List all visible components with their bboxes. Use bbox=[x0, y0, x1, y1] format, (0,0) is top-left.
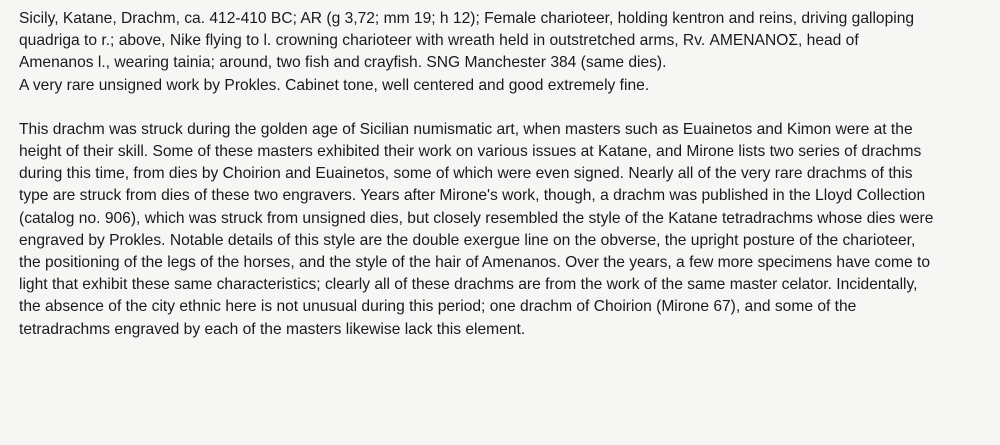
commentary-line: the absence of the city ethnic here is not unusual during this period; one drachm of Choirion (Mirone 67), and some of the bbox=[19, 298, 857, 316]
commentary-line: height of their skill. Some of these masters exhibited their work on various issues at Katane, and Mirone lists two series of drachms bbox=[19, 143, 922, 161]
commentary-line: This drachm was struck during the golden age of Sicilian numismatic art, when masters such as Euainetos and Kimon were at the bbox=[19, 120, 913, 138]
commentary-line: engraved by Prokles. Notable details of this style are the double exergue line on the obverse, the upright posture of the charioteer, bbox=[19, 231, 916, 249]
commentary-line: the positioning of the legs of the horses, and the style of the hair of Amenanos. Over the years, a few more specimens have come to bbox=[19, 254, 931, 272]
catalog-line: Amenanos l., wearing tainia; around, two fish and crayfish. SNG Manchester 384 (same dies). bbox=[19, 54, 667, 72]
commentary-line: type are struck from dies of these two engravers. Years after Mirone's work, though, a drachm was published in the Lloyd Collection bbox=[19, 187, 926, 205]
catalog-line: A very rare unsigned work by Prokles. Cabinet tone, well centered and good extremely fine. bbox=[19, 76, 650, 94]
catalog-entry bbox=[19, 8, 976, 97]
commentary bbox=[19, 119, 976, 341]
commentary-line: light that exhibit these same characteristics; clearly all of these drachms are from the work of the same master celator. Incidentally, bbox=[19, 276, 918, 294]
catalog-line: quadriga to r.; above, Nike flying to l. crowning charioteer with wreath held in outstretched arms, Rv. ΑΜΕΝΑΝΟΣ, head of bbox=[19, 32, 859, 50]
paragraph-spacer bbox=[19, 97, 976, 119]
commentary-line: tetradrachms engraved by each of the masters likewise lack this element. bbox=[19, 320, 526, 338]
commentary-line: during this time, from dies by Choirion and Euainetos, some of which were even signed. Nearly all of the very rare drachms of this bbox=[19, 165, 913, 183]
catalog-line: Sicily, Katane, Drachm, ca. 412-410 BC; AR (g 3,72; mm 19; h 12); Female charioteer, holding kentron and reins, driving galloping bbox=[19, 10, 915, 27]
commentary-line: (catalog no. 906), which was struck from unsigned dies, but closely resembled the style of the Katane tetradrachms whose dies were bbox=[19, 209, 934, 227]
